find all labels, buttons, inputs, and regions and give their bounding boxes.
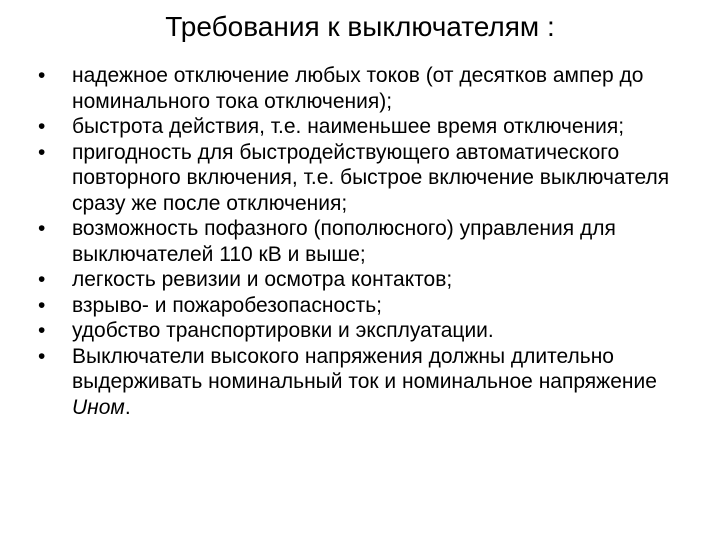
list-item-text: удобство транспортировки и эксплуатации. — [72, 319, 494, 342]
list-item — [38, 293, 678, 319]
list-item-text: быстрота действия, т.е. наименьшее время отключения; — [72, 115, 625, 138]
bullet-icon: • — [38, 64, 46, 87]
list-item-text: легкость ревизии и осмотра контактов; — [72, 268, 453, 291]
voltage-symbol: Uном — [72, 395, 125, 419]
bullet-icon: • — [38, 140, 46, 164]
list-item-text: надежное отключение любых токов (от десятков ампер до номинального тока отключения); — [72, 64, 644, 113]
list-item-text-end: . — [124, 395, 131, 419]
list-item — [38, 114, 678, 140]
bullet-list — [38, 63, 678, 420]
bullet-icon: • — [38, 319, 46, 342]
list-item — [38, 140, 678, 217]
list-item-text: возможность пофазного (пополюсного) управления для выключателей 110 кВ и выше; — [72, 217, 616, 266]
list-item-text — [72, 345, 657, 419]
list-item — [38, 216, 678, 267]
list-item — [38, 318, 678, 344]
bullet-icon: • — [38, 293, 46, 317]
bullet-icon: • — [38, 344, 46, 368]
bullet-icon: • — [38, 268, 46, 291]
list-item-text: пригодность для быстродействующего автоматического повторного включения, т.е. быстрое включение выключателя сразу же после отключения; — [72, 140, 670, 215]
slide-title: Требования к выключателям : — [165, 11, 555, 42]
list-item — [38, 344, 678, 421]
list-item-text: взрыво- и пожаробезопасность; — [72, 293, 383, 317]
bullet-icon: • — [38, 115, 46, 138]
list-item-text-main: Выключатели высокого напряжения должны длительно выдерживать номинальный ток и номинальное напряжение — [72, 344, 657, 393]
bullet-icon: • — [38, 217, 46, 240]
list-item — [38, 63, 678, 114]
list-item — [38, 267, 678, 293]
